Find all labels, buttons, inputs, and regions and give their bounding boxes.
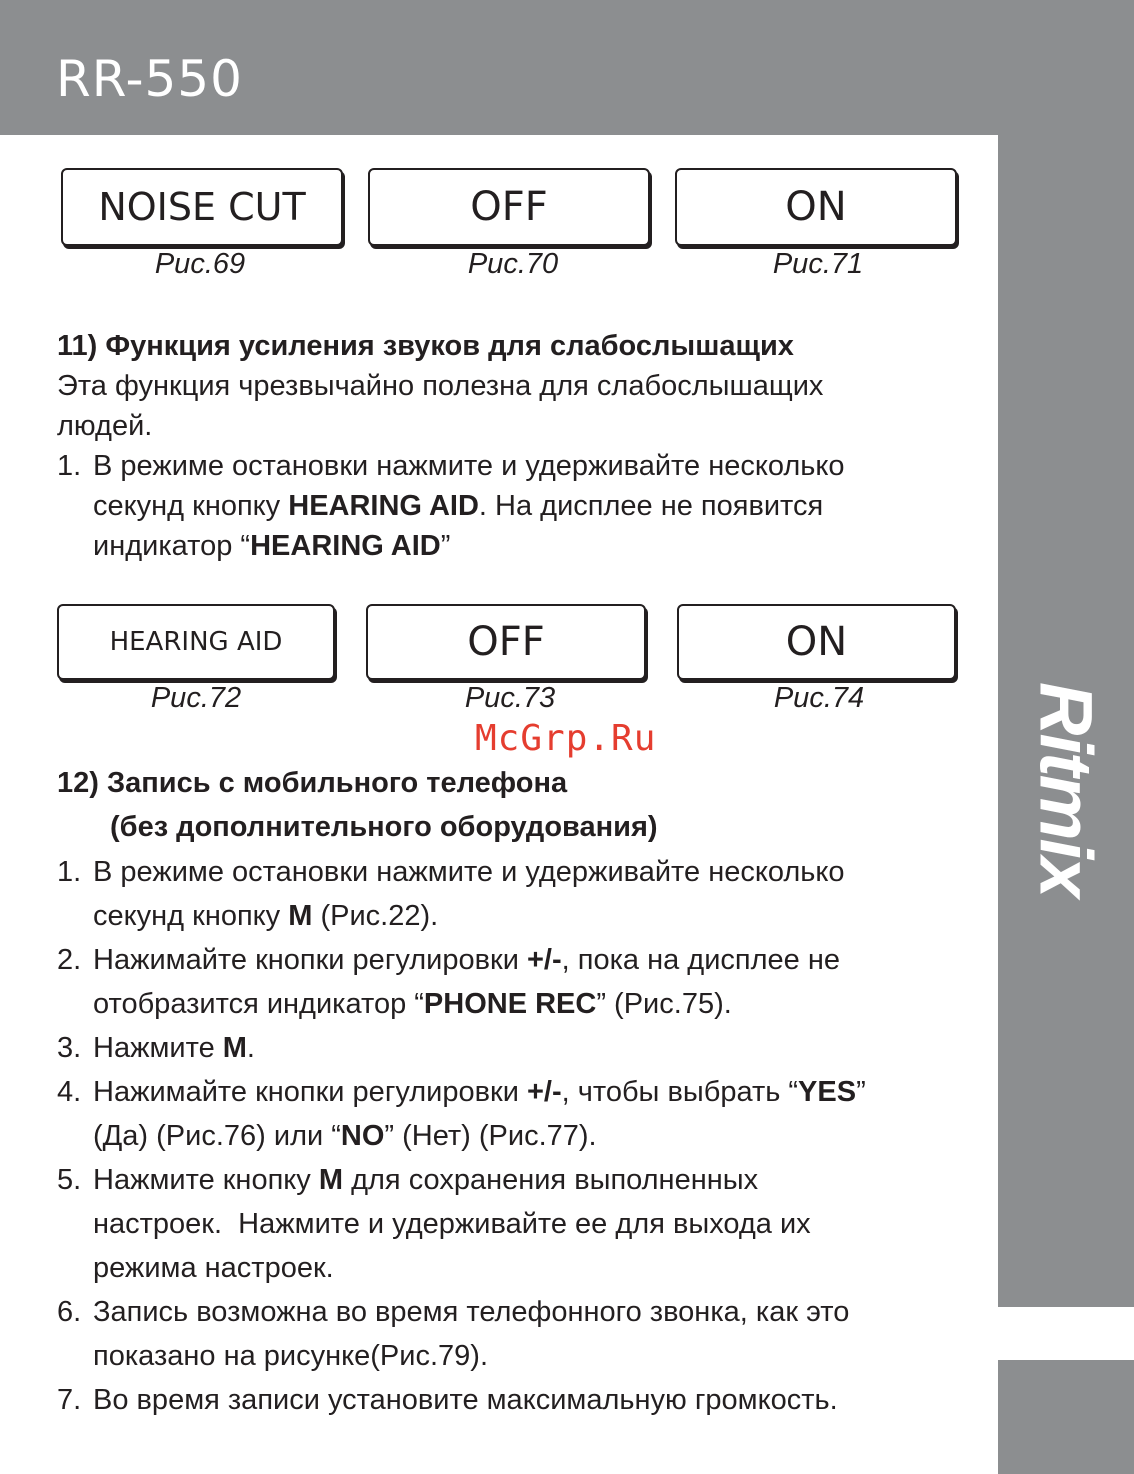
display-off bbox=[366, 604, 646, 680]
s12-step4-line2: (Да) (Рис.76) или “NO” (Нет) (Рис.77). bbox=[93, 1120, 597, 1152]
step-number: 3. bbox=[57, 1032, 82, 1064]
s12-step5-line3: режима настроек. bbox=[93, 1252, 334, 1284]
display-label: HEARING AID bbox=[109, 627, 283, 657]
step-number: 2. bbox=[57, 944, 82, 976]
section-11-step1-line3: индикатор “HEARING AID” bbox=[93, 530, 451, 562]
display-label: OFF bbox=[470, 184, 548, 230]
step-number: 6. bbox=[57, 1296, 82, 1328]
caption-fig71: Рис.71 bbox=[772, 248, 864, 280]
caption-fig74: Рис.74 bbox=[773, 682, 865, 714]
caption-fig70: Рис.70 bbox=[467, 248, 559, 280]
display-label: ON bbox=[785, 619, 848, 665]
s12-step3-line1: Нажмите M. bbox=[93, 1032, 255, 1064]
s12-step5-line2: настроек. Нажмите и удерживайте ее для выхода их bbox=[93, 1208, 811, 1240]
s12-step6-line1: Запись возможна во время телефонного звонка, как это bbox=[93, 1296, 850, 1328]
section-11-step1-line1: В режиме остановки нажмите и удерживайте несколько bbox=[93, 450, 845, 482]
step-number: 1. bbox=[57, 856, 82, 888]
display-hearing-aid bbox=[57, 604, 335, 680]
s12-step4-line1: Нажимайте кнопки регулировки +/-, чтобы выбрать “YES” bbox=[93, 1076, 866, 1108]
caption-fig69: Рис.69 bbox=[154, 248, 246, 280]
model-title: RR-550 bbox=[56, 50, 243, 108]
s12-step1-line2: секунд кнопку M (Рис.22). bbox=[93, 900, 439, 932]
side-tab bbox=[998, 1360, 1134, 1474]
step-number: 1. bbox=[57, 450, 82, 482]
watermark: McGrp.Ru bbox=[475, 718, 657, 759]
s12-step2-line2: отобразится индикатор “PHONE REC” (Рис.75). bbox=[93, 988, 732, 1020]
caption-fig73: Рис.73 bbox=[464, 682, 556, 714]
section-11-intro-line1: Эта функция чрезвычайно полезна для слабослышащих bbox=[57, 370, 824, 402]
s12-step6-line2: показано на рисунке(Рис.79). bbox=[93, 1340, 488, 1372]
s12-step7-line1: Во время записи установите максимальную громкость. bbox=[93, 1384, 838, 1416]
section-11-intro-line2: людей. bbox=[57, 410, 153, 442]
display-off bbox=[368, 168, 650, 246]
section-11-heading: 11) Функция усиления звуков для слабослышащих bbox=[57, 330, 794, 362]
display-on bbox=[677, 604, 956, 680]
step-number: 5. bbox=[57, 1164, 82, 1196]
display-label: OFF bbox=[467, 619, 545, 665]
section-12-heading-line2: (без дополнительного оборудования) bbox=[110, 811, 658, 843]
step-number: 4. bbox=[57, 1076, 82, 1108]
display-on bbox=[675, 168, 957, 246]
display-noise-cut bbox=[61, 168, 343, 246]
display-label: NOISE CUT bbox=[98, 185, 306, 229]
s12-step2-line1: Нажимайте кнопки регулировки +/-, пока на дисплее не bbox=[93, 944, 841, 976]
caption-fig72: Рис.72 bbox=[150, 682, 242, 714]
display-label: ON bbox=[785, 184, 847, 230]
s12-step5-line1: Нажмите кнопку M для сохранения выполненных bbox=[93, 1164, 759, 1196]
step-number: 7. bbox=[57, 1384, 82, 1416]
brand-logo: Ritmix bbox=[1024, 682, 1108, 897]
section-11-step1-line2: секунд кнопку HEARING AID. На дисплее не появится bbox=[93, 490, 824, 522]
s12-step1-line1: В режиме остановки нажмите и удерживайте несколько bbox=[93, 856, 845, 888]
section-12-heading-line1: 12) Запись с мобильного телефона bbox=[57, 767, 568, 799]
